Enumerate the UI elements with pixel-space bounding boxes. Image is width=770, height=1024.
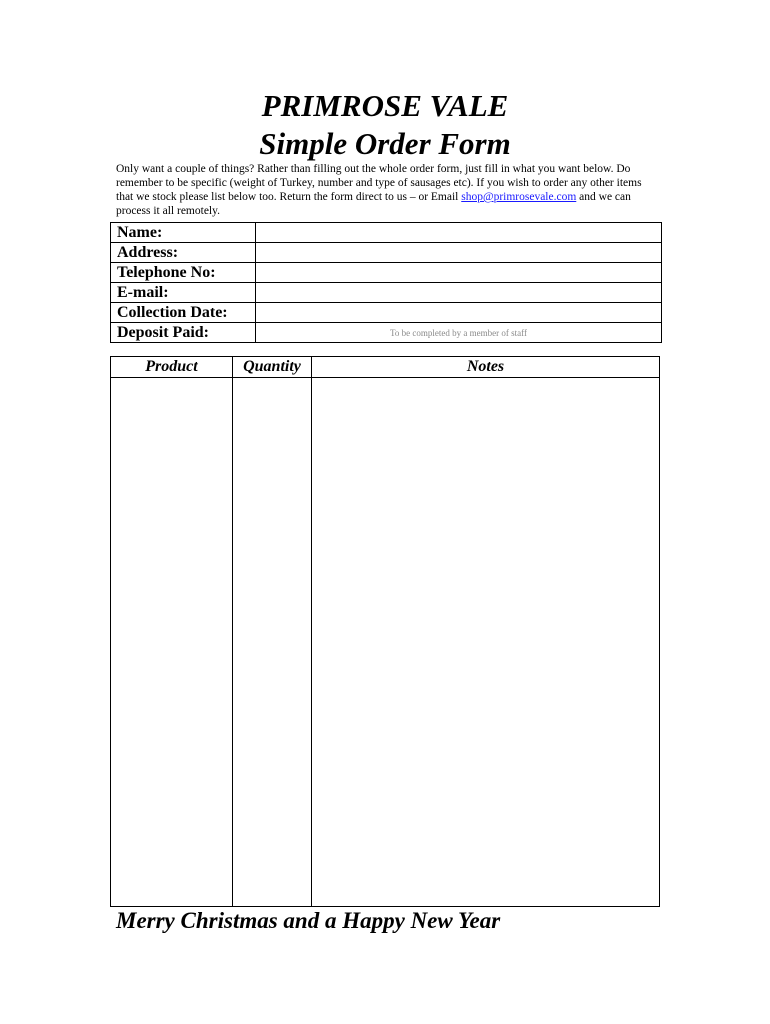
collection-date-row <box>111 303 662 323</box>
page-subtitle: Simple Order Form <box>259 126 511 161</box>
intro-text-end: and we can process it all remotely. <box>116 191 631 217</box>
address-label: Address: <box>111 243 256 263</box>
product-entry-cell[interactable] <box>111 378 233 907</box>
notes-column-header: Notes <box>312 357 660 378</box>
deposit-label: Deposit Paid: <box>111 323 256 343</box>
notes-entry-cell[interactable] <box>312 378 660 907</box>
email-label: E-mail: <box>111 283 256 303</box>
email-row <box>111 283 662 303</box>
deposit-field <box>256 323 662 343</box>
product-column-header: Product <box>111 357 233 378</box>
telephone-label: Telephone No: <box>111 263 256 283</box>
order-entry-row <box>111 378 660 907</box>
quantity-entry-cell[interactable] <box>233 378 312 907</box>
name-row <box>111 223 662 243</box>
intro-paragraph <box>116 162 661 218</box>
telephone-row <box>111 263 662 283</box>
email-field[interactable] <box>256 283 662 303</box>
customer-details-table <box>110 222 662 343</box>
quantity-column-header: Quantity <box>233 357 312 378</box>
footer-greeting: Merry Christmas and a Happy New Year <box>116 908 501 933</box>
email-link[interactable]: shop@primrosevale.com <box>461 191 577 203</box>
address-row <box>111 243 662 263</box>
order-header-row <box>111 357 660 378</box>
telephone-field[interactable] <box>256 263 662 283</box>
deposit-row <box>111 323 662 343</box>
order-table <box>110 356 660 907</box>
page-title: PRIMROSE VALE <box>261 88 509 123</box>
name-label: Name: <box>111 223 256 243</box>
collection-date-field[interactable] <box>256 303 662 323</box>
name-field[interactable] <box>256 223 662 243</box>
address-field[interactable] <box>256 243 662 263</box>
intro-text: Only want a couple of things? Rather than filling out the whole order form, just fill in what you want below. Do remember to be specific (weight of Turkey, number and type of sausages etc). If you wish to order any other items that we stock please list below too. Return the form direct to us – or Email <box>116 163 642 203</box>
staff-note: To be completed by a member of staff <box>390 327 527 338</box>
collection-date-label: Collection Date: <box>111 303 256 323</box>
